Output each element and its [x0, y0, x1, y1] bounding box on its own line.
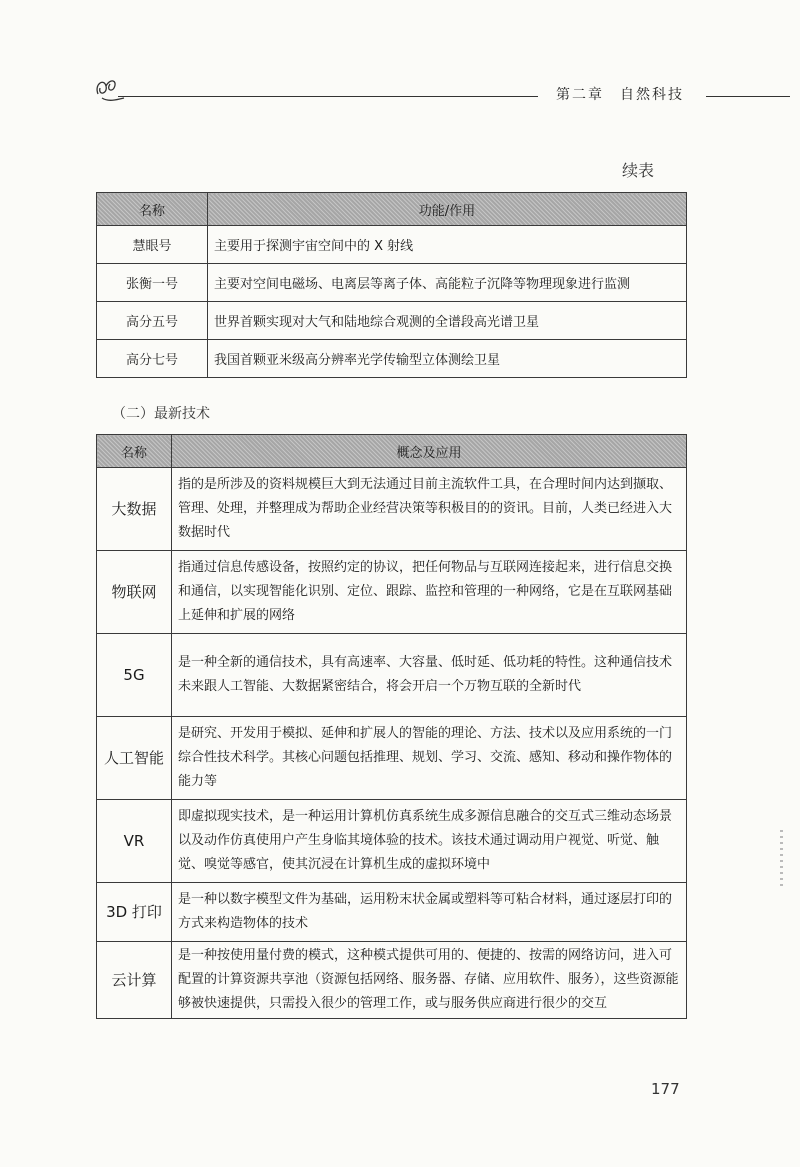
row-name: 张衡一号	[97, 264, 208, 302]
row-name: 5G	[97, 634, 172, 717]
row-name: 慧眼号	[97, 226, 208, 264]
section-heading: （二）最新技术	[112, 406, 210, 422]
row-desc: 主要对空间电磁场、电离层等离子体、高能粒子沉降等物理现象进行监测	[208, 264, 687, 302]
row-name: 人工智能	[97, 717, 172, 800]
row-name: 物联网	[97, 551, 172, 634]
table-row	[97, 264, 687, 302]
table-header-row	[97, 193, 687, 226]
row-name: 高分七号	[97, 340, 208, 378]
row-name: 大数据	[97, 468, 172, 551]
table-row	[97, 551, 687, 634]
table-row	[97, 226, 687, 264]
technology-table	[96, 434, 687, 1019]
row-desc: 是一种全新的通信技术，具有高速率、大容量、低时延、低功耗的特性。这种通信技术未来跟人工智能、大数据紧密结合，将会开启一个万物互联的全新时代	[172, 634, 687, 717]
flourish-icon	[92, 74, 126, 104]
continued-label: 续表	[622, 161, 655, 180]
column-header-function: 功能/作用	[208, 193, 687, 226]
table-row	[97, 883, 687, 942]
running-header	[0, 70, 800, 110]
row-name: 云计算	[97, 942, 172, 1019]
column-header-name: 名称	[97, 435, 172, 468]
column-header-concept: 概念及应用	[172, 435, 687, 468]
row-desc: 我国首颗亚米级高分辨率光学传输型立体测绘卫星	[208, 340, 687, 378]
margin-speckles	[780, 830, 783, 890]
header-rule-right	[706, 96, 790, 97]
row-desc: 是一种以数字模型文件为基础，运用粉末状金属或塑料等可粘合材料，通过逐层打印的方式来构造物体的技术	[172, 883, 687, 942]
table-row	[97, 468, 687, 551]
table-header-row	[97, 435, 687, 468]
table-row	[97, 340, 687, 378]
row-name: 高分五号	[97, 302, 208, 340]
satellite-table	[96, 192, 687, 378]
row-desc: 指通过信息传感设备，按照约定的协议，把任何物品与互联网连接起来，进行信息交换和通信，以实现智能化识别、定位、跟踪、监控和管理的一种网络，它是在互联网基础上延伸和扩展的网络	[172, 551, 687, 634]
row-name: 3D 打印	[97, 883, 172, 942]
table-row	[97, 634, 687, 717]
row-desc: 主要用于探测宇宙空间中的 X 射线	[208, 226, 687, 264]
header-rule-left	[118, 96, 538, 97]
table-row	[97, 717, 687, 800]
row-name: VR	[97, 800, 172, 883]
row-desc: 指的是所涉及的资料规模巨大到无法通过目前主流软件工具，在合理时间内达到撷取、管理、处理，并整理成为帮助企业经营决策等积极目的的资讯。目前，人类已经进入大数据时代	[172, 468, 687, 551]
table-row	[97, 302, 687, 340]
row-desc: 即虚拟现实技术，是一种运用计算机仿真系统生成多源信息融合的交互式三维动态场景以及动作仿真使用户产生身临其境体验的技术。该技术通过调动用户视觉、听觉、触觉、嗅觉等感官，使其沉浸在计算机生成的虚拟环境中	[172, 800, 687, 883]
row-desc: 世界首颗实现对大气和陆地综合观测的全谱段高光谱卫星	[208, 302, 687, 340]
column-header-name: 名称	[97, 193, 208, 226]
table-row	[97, 800, 687, 883]
row-desc: 是研究、开发用于模拟、延伸和扩展人的智能的理论、方法、技术以及应用系统的一门综合性技术科学。其核心问题包括推理、规划、学习、交流、感知、移动和操作物体的能力等	[172, 717, 687, 800]
page-number: 177	[651, 1080, 680, 1098]
chapter-title: 第二章 自然科技	[556, 87, 684, 103]
row-desc: 是一种按使用量付费的模式，这种模式提供可用的、便捷的、按需的网络访问，进入可配置的计算资源共享池（资源包括网络、服务器、存储、应用软件、服务），这些资源能够被快速提供，只需投入很少的管理工作，或与服务供应商进行很少的交互	[172, 942, 687, 1019]
table-row	[97, 942, 687, 1019]
